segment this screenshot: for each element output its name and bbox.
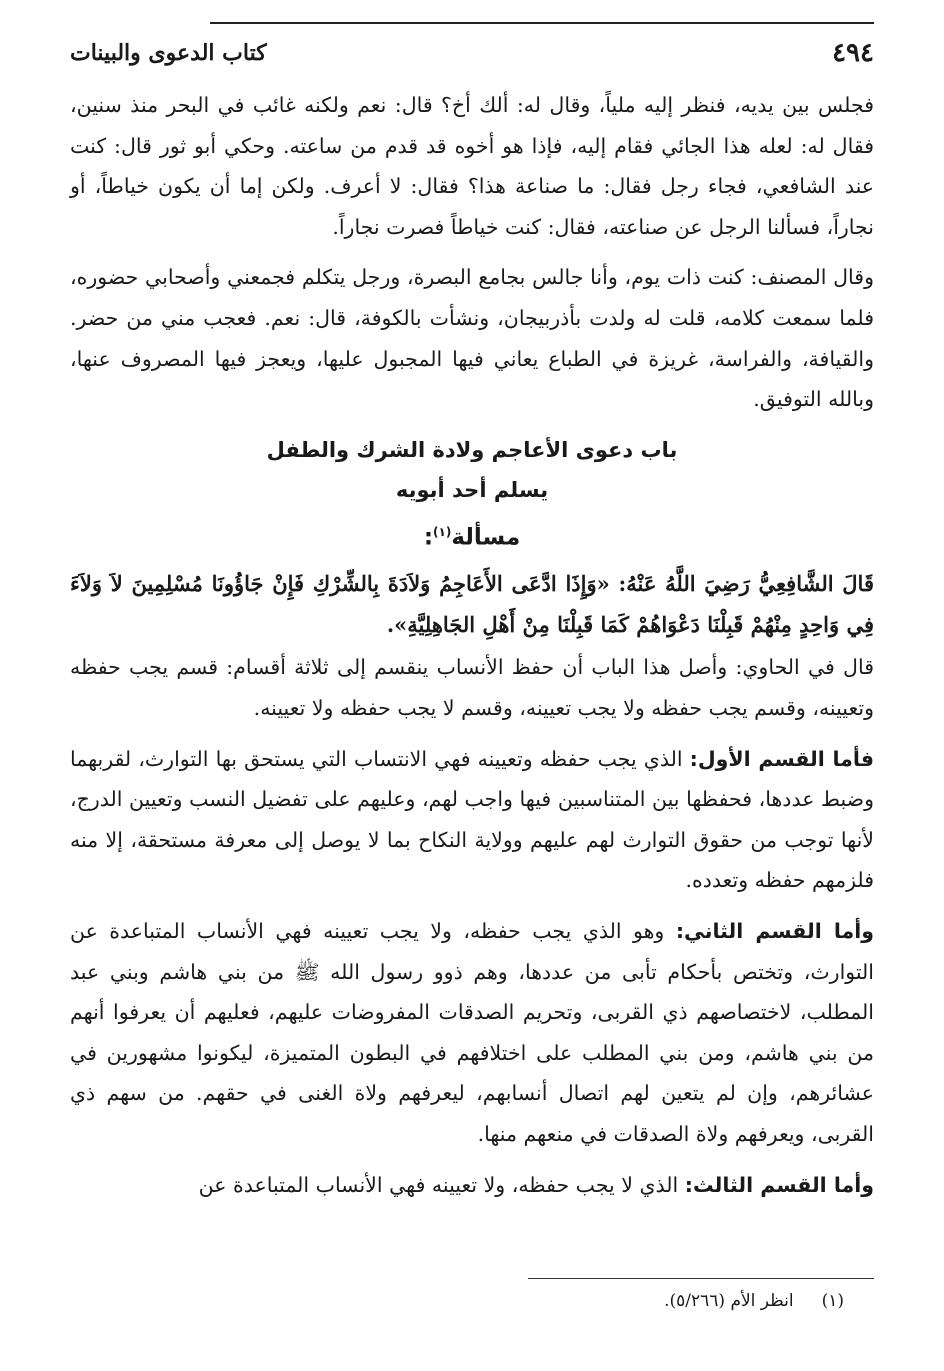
- page-body: [70, 85, 874, 1215]
- header-rule: [210, 22, 874, 24]
- section-2-text: وهو الذي يجب حفظه، ولا يجب تعيينه فهي الأنساب المتباعدة عن التوارث، وتختص بأحكام تأبى من عددها، وهم ذوو رسول الله ﷺ من بني هاشم وبني عبد المطلب، لاختصاصهم ذي القربى، وتحريم الصدقات المفروضات عليهم، فعليهم أن يعرفوا أنهم من بني هاشم، ومن بني المطلب على اختلافهم في البطون المتميزة، ليكونوا مشهورين في عشائرهم، وإن لم يتعين لهم اتصال أنسابهم، ليعرفهم ولاة الغنى في حقهم. من سهم ذي القربى، ويعرفهم ولاة الصدقات في منعهم منها.: [70, 918, 874, 1146]
- section-1-lead: فأما القسم الأول:: [689, 746, 874, 771]
- shafii-quote: قَالَ الشَّافِعِيُّ رَضِيَ اللَّهُ عَنْهُ: «وَإِذَا ادَّعَى الأَعَاجِمُ وَلاَدَةَ بِالشِّرْكِ فَإِنْ جَاؤُونَا مُسْلِمِينَ لاَ وَلاَءَ فِي وَاحِدٍ مِنْهُمْ قَبِلْنَا دَعْوَاهُمْ كَمَا قَبِلْنَا مِنْ أَهْلِ الجَاهِلِيَّةِ».: [70, 571, 874, 638]
- section-3-text: الذي لا يجب حفظه، ولا تعيينه فهي الأنساب المتباعدة عن: [198, 1172, 685, 1197]
- masala-label: مسألة: [451, 524, 521, 551]
- section-3-lead: وأما القسم الثالث:: [684, 1172, 874, 1197]
- footnote-number: (١): [821, 1291, 844, 1311]
- book-title: كتاب الدعوى والبينات: [70, 40, 267, 66]
- chapter-heading-line-1: باب دعوى الأعاجم ولادة الشرك والطفل: [266, 437, 678, 462]
- footnote-rule: [528, 1278, 874, 1279]
- section-1-text: الذي يجب حفظه وتعيينه فهي الانتساب التي يستحق بها التوارث، لقربهما وضبط عددها، فحفظها بين المتناسبين فيها واجب لهم، وعليهم على تفضيل النسب وتعيين الدرج، لأنها توجب من حقوق التوارث لهم عليهم وولاية النكاح بما لا يوصل إلى معرفة مستحقة، إلا منه فلزمهم حفظه وتعدده.: [70, 746, 874, 893]
- masala-colon: :: [423, 524, 434, 551]
- footnote-text: انظر الأم (٥/٢٦٦).: [664, 1291, 794, 1311]
- paragraph-4: [70, 739, 874, 901]
- paragraph-6: [70, 1165, 874, 1206]
- paragraph-2: وقال المصنف: كنت ذات يوم، وأنا جالس بجامع البصرة، ورجل يتكلم فجمعني وأصحابي حضوره، فلما سمعت كلامه، قلت له ولدت بأذربيجان، ونشأت بالكوفة، قال: نعم. فعجب مني من حضر. والقيافة، والفراسة، غريزة في الطباع يعاني فيها المجبول عليها، ويعجز فيها المصروف عنها، وبالله التوفيق.: [70, 265, 874, 412]
- paragraph-5: [70, 911, 874, 1155]
- masala-heading: [70, 510, 874, 560]
- footnote-ref: (١): [433, 524, 452, 539]
- section-2-lead: وأما القسم الثاني:: [675, 918, 874, 943]
- paragraph-3: قال في الحاوي: وأصل هذا الباب أن حفظ الأنساب ينقسم إلى ثلاثة أقسام: قسم يجب حفظه وتعيينه، وقسم يجب حفظه ولا يجب تعيينه، وقسم لا يجب حفظه ولا تعيينه.: [70, 655, 874, 720]
- paragraph-1: فجلس بين يديه، فنظر إليه ملياً، وقال له: ألك أخ؟ قال: نعم ولكنه غائب في البحر منذ سنين، فقال له: لعله هذا الجائي فقام إليه، فإذا هو أخوه قد قدم من ساعته. وحكي أبو ثور قال: كنت عند الشافعي، فجاء رجل فقال: ما صناعة هذا؟ فقال: لا أعرف. ولكن إما أن يكون خياطاً، أو نجاراً، فسألنا الرجل عن صناعته، فقال: كنت خياطاً فصرت نجاراً.: [70, 93, 874, 239]
- page-header: [70, 38, 874, 78]
- page-number: ٤٩٤: [832, 38, 874, 68]
- chapter-heading-line-2: يسلم أحد أبويه: [395, 477, 549, 502]
- footnote: [664, 1286, 844, 1316]
